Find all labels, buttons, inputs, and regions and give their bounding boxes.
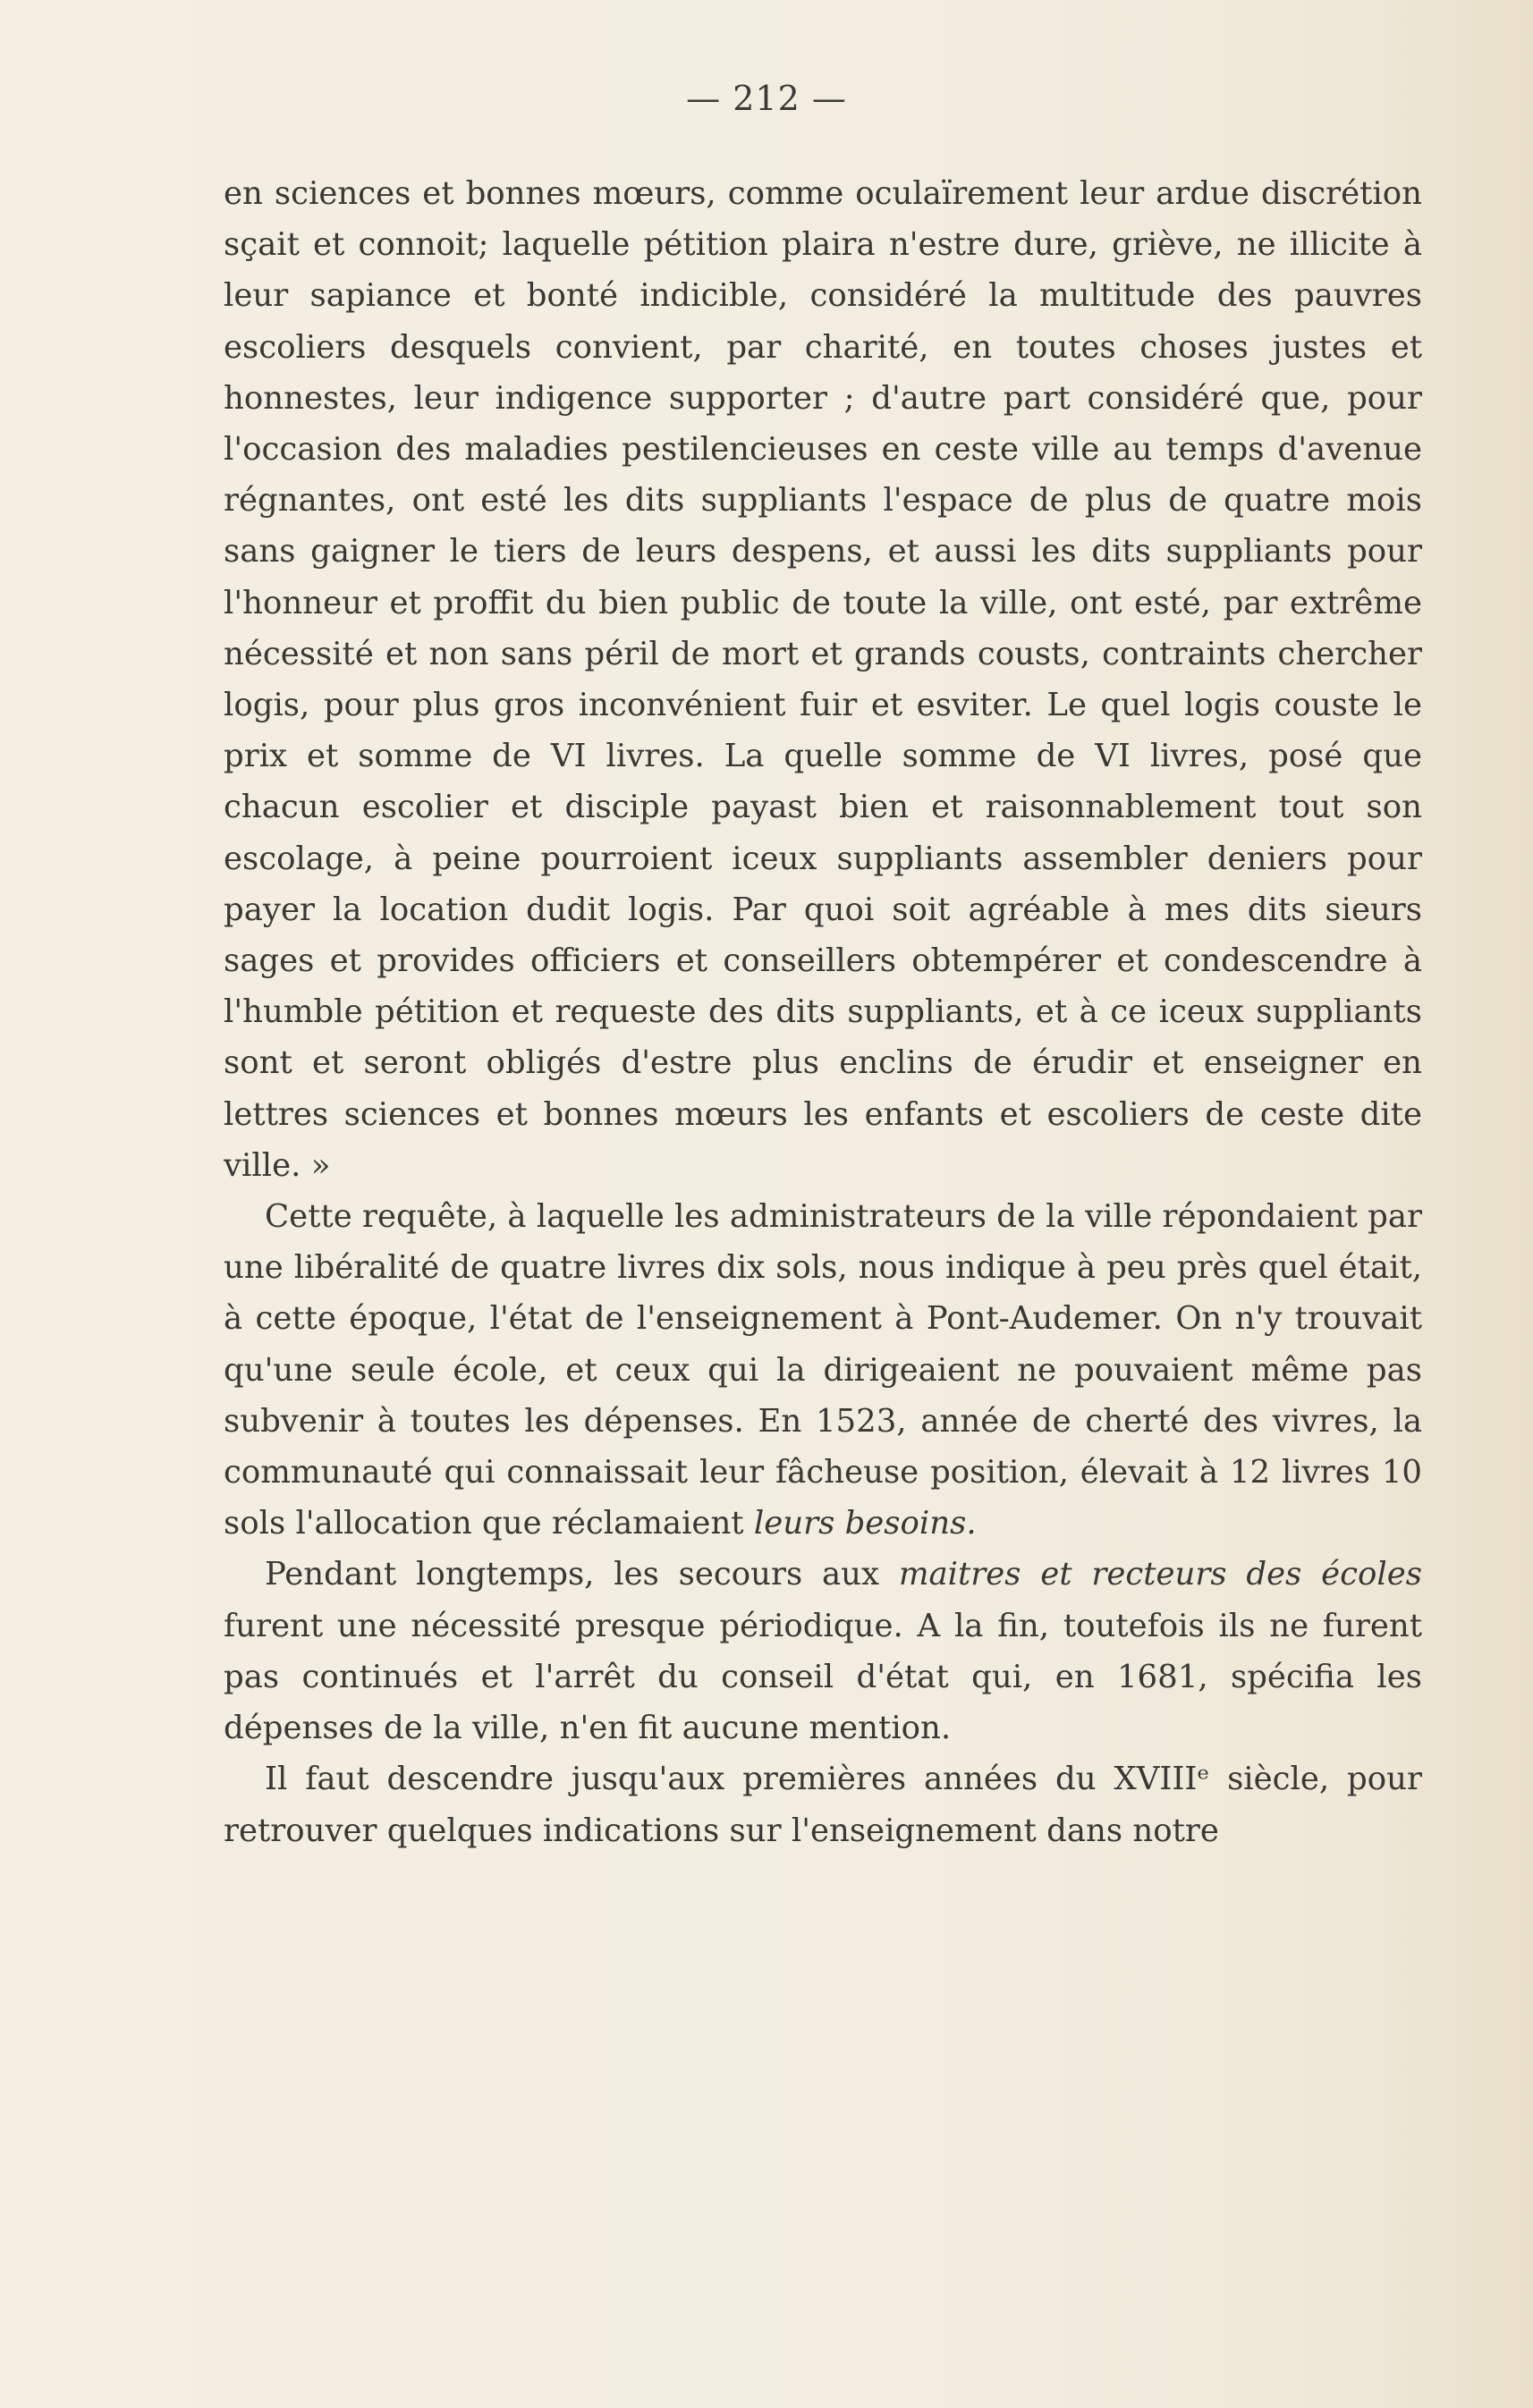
- paragraph-1: en sciences et bonnes mœurs, comme oculaïrement leur ardue discrétion sçait et connoit; laquelle pétition plaira n'estre dure, griève, ne illicite à leur sapiance et bonté indicible, considéré la multitude des pauvres escoliers desquels convient, par charité, en toutes choses justes et honnestes, leur indigence supporter ; d'autre part considéré que, pour l'occasion des maladies pestilencieuses en ceste ville au temps d'avenue régnantes, ont esté les dits suppliants l'espace de plus de quatre mois sans gaigner le tiers de leurs despens, et aussi les dits suppliants pour l'honneur et proffit du bien public de toute la ville, ont esté, par extrême nécessité et non sans péril de mort et grands cousts, contraints chercher logis, pour plus gros inconvénient fuir et esviter. Le quel logis couste le prix et somme de VI livres. La quelle somme de VI livres, posé que chacun escolier et disciple payast bien et raisonnablement tout son escolage, à peine pourroient iceux suppliants assembler deniers pour payer la location dudit logis. Par quoi soit agréable à mes dits sieurs sages et provides officiers et conseillers obtempérer et condescendre à l'humble pétition et requeste des dits suppliants, et à ce iceux suppliants sont et seront obligés d'estre plus enclins de érudir et enseigner en lettres sciences et bonnes mœurs les enfants et escoliers de ceste dite ville. »: [224, 175, 1422, 1184]
- paragraph-3-end: furent une nécessité presque périodique. A la fin, toutefois ils ne furent pas continués et l'arrêt du conseil d'état qui, en 1681, spécifia les dépenses de la ville, n'en fit aucune mention.: [224, 1607, 1422, 1747]
- paragraph-2-text: Cette requête, à laquelle les administrateurs de la ville répondaient par une libéralité de quatre livres dix sols, nous indique à peu près quel était, à cette époque, l'état de l'enseignement à Pont-Audemer. On n'y trouvait qu'une seule école, et ceux qui la dirigeaient ne pouvaient même pas subvenir à toutes les dépenses. En 1523, année de cherté des vivres, la communauté qui connaissait leur fâcheuse position, élevait à 12 livres 10 sols l'allocation que réclamaient: [224, 1198, 1422, 1542]
- body-text: [224, 168, 1422, 1856]
- page-number: — 212 —: [686, 79, 847, 118]
- paragraph-3: [224, 1549, 1422, 1753]
- paragraph-2-italic: leurs besoins.: [753, 1505, 977, 1542]
- paragraph-4: Il faut descendre jusqu'aux premières années du XVIIIᵉ siècle, pour retrouver quelques indications sur l'enseignement dans notre: [224, 1761, 1422, 1849]
- paragraph-2: [224, 1191, 1422, 1549]
- paragraph-3-italic: maitres et recteurs des écoles: [898, 1556, 1422, 1593]
- paragraph-3-start: Pendant longtemps, les secours aux: [265, 1556, 880, 1593]
